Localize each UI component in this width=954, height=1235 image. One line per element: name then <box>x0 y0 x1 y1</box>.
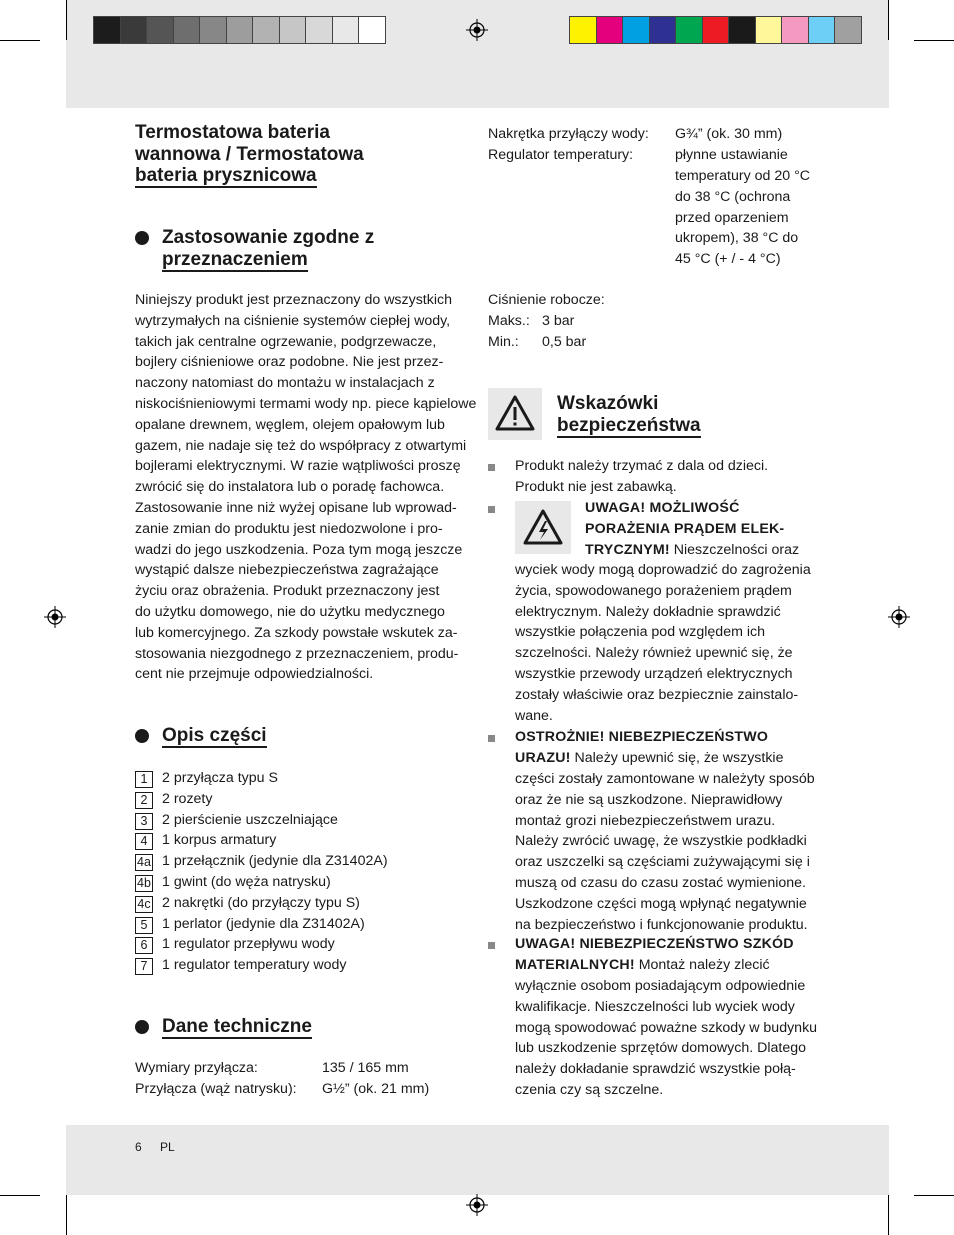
text-line: do 38 °C (ochrona <box>675 188 791 205</box>
tech-label: Regulator temperatury: <box>488 147 634 163</box>
tech-label: Przyłącza (wąż natrysku): <box>135 1081 297 1097</box>
text-line: naczony natomiast do montażu w instalacjach z <box>135 375 435 392</box>
text-line: zwrócić się do instalatora lub o poradę fachowca. <box>135 479 445 496</box>
text-line: wszystkie połączenia pod względem ich <box>515 624 765 641</box>
text-line: temperatury od 20 °C <box>675 168 811 184</box>
warning-bold-line: OSTROŻNIE! NIEBEZPIECZEŃSTWO <box>515 729 769 745</box>
warning-triangle-icon <box>488 388 542 440</box>
text-line: bojlerami elektrycznymi. W razie wątpliwości proszę <box>135 458 461 475</box>
part-number-badge: 1 <box>135 771 153 788</box>
part-number-badge: 6 <box>135 937 153 954</box>
pressure-min-value: 0,5 bar <box>542 334 587 350</box>
tech-label: Nakrętka przyłączy wody: <box>488 126 649 142</box>
color-swatch <box>147 17 173 43</box>
part-description: 1 perlator (jedynie dla Z31402A) <box>162 915 365 932</box>
language-code: PL <box>160 1140 175 1154</box>
part-number-badge: 4 <box>135 833 153 850</box>
tech-value: G½” (ok. 21 mm) <box>322 1081 430 1097</box>
color-swatch <box>570 17 596 43</box>
text-line: lub uszkodzenie sprzętów domowych. Dlatego <box>515 1040 806 1057</box>
heading-line: przeznaczeniem <box>162 248 308 270</box>
pressure-max-value: 3 bar <box>542 313 575 329</box>
text-line: cent nie przejmuje odpowiedzialności. <box>135 666 374 683</box>
crop-mark <box>66 0 67 40</box>
color-swatch <box>835 17 861 43</box>
part-number-badge: 3 <box>135 813 153 830</box>
text-line: wadzi do jego uszkodzenia. Poza tym mogą jeszcze <box>135 541 463 558</box>
tech-value: płynne ustawianie <box>675 147 788 163</box>
bullet-square-icon <box>488 942 495 949</box>
part-description: 1 gwint (do węża natrysku) <box>162 874 331 890</box>
heading-line: Zastosowanie zgodne z <box>162 227 375 248</box>
crop-mark <box>888 1195 889 1235</box>
text-line: Produkt należy trzymać z dala od dzieci. <box>515 458 769 474</box>
text-line: ukropem), 38 °C do <box>675 230 799 247</box>
crop-mark <box>914 1195 954 1196</box>
color-swatch <box>200 17 226 43</box>
text-line: wyciek wody mogą doprowadzić do zagrożenia <box>515 562 811 578</box>
text-line: elektrycznym. Należy dokładnie sprawdzić <box>515 603 781 620</box>
part-number-badge: 2 <box>135 792 153 809</box>
warning-bold-line: UWAGA! MOŻLIWOŚĆ <box>585 500 740 516</box>
color-swatch <box>703 17 729 43</box>
title-line: bateria prysznicowa <box>135 165 317 186</box>
warning-bold-line: URAZU! Należy upewnić się, że wszystkie <box>515 749 784 766</box>
text-line: oraz uszczelki są częściami zużywającymi się i <box>515 854 810 871</box>
crop-mark <box>0 1195 40 1196</box>
warning-bold-line: PORAŻENIA PRĄDEM ELEK- <box>585 520 785 537</box>
text-line: życia, spowodowanego porażeniem prądem <box>515 582 792 599</box>
warning-bold-line: MATERIALNYCH! Montaż należy zlecić <box>515 956 770 973</box>
part-number-badge: 4a <box>135 854 153 871</box>
safety-item-children <box>515 456 768 498</box>
bullet-dot-icon <box>135 1020 149 1034</box>
heading-line: Wskazówki <box>557 393 659 414</box>
temperature-range <box>675 166 810 270</box>
part-description: 2 nakrętki (do przyłączy typu S) <box>162 894 360 911</box>
text-line: wszystkie przewody urządzeń elektrycznych <box>515 665 793 682</box>
text-line: mogą spowodować poważne szkody w budynku <box>515 1019 818 1036</box>
color-swatch <box>121 17 147 43</box>
crop-mark <box>0 40 40 41</box>
text-line: należy dokładanie sprawdzić wszystkie połą- <box>515 1061 796 1078</box>
text-line: wane. <box>515 707 553 724</box>
text-line: Uszkodzone części mogą wpłynąć negatywnie <box>515 895 807 912</box>
part-number-badge: 5 <box>135 917 153 934</box>
safety-item-electric-body <box>515 560 835 726</box>
parts-heading: Opis części <box>162 725 267 746</box>
color-swatch <box>756 17 782 43</box>
text-line: montaż grozi niebezpieczeństwem urazu. <box>515 812 776 829</box>
tech-heading: Dane techniczne <box>162 1016 312 1037</box>
crop-mark <box>914 40 954 41</box>
text-line: szczelności. Należy również upewnić się, że <box>515 645 793 662</box>
safety-item-electric <box>585 498 835 560</box>
color-swatch <box>729 17 755 43</box>
part-number-badge: 4b <box>135 875 153 892</box>
title-line: Termostatowa bateria <box>135 122 330 143</box>
crop-mark <box>66 1195 67 1235</box>
text-line: przed oparzeniem <box>675 209 789 226</box>
electric-warning-box <box>515 501 571 554</box>
bullet-dot-icon <box>135 231 149 245</box>
text-line: zostały właściwie oraz bezpiecznie zainstalo- <box>515 686 799 703</box>
color-swatch <box>650 17 676 43</box>
text-line: części zostały zamontowane w należyty sposób <box>515 771 815 787</box>
text-line: oraz że nie są uszkodzone. Nieprawidłowy <box>515 791 783 808</box>
tech-value: 135 / 165 mm <box>322 1060 409 1076</box>
text-line: życiu oraz obrażenia. Produkt przeznaczony jest <box>135 583 440 600</box>
footer-band <box>66 1125 889 1195</box>
part-number-badge: 4c <box>135 896 153 913</box>
page-number: 6 <box>135 1140 142 1154</box>
registration-mark-icon <box>888 606 910 628</box>
text-line: czenia czy są szczelne. <box>515 1081 664 1098</box>
color-swatch <box>782 17 808 43</box>
text-line: kwalifikacje. Nieszczelności lub wyciek wody <box>515 998 795 1015</box>
color-swatch <box>94 17 120 43</box>
registration-mark-icon <box>44 606 66 628</box>
color-swatch <box>359 17 385 43</box>
usage-paragraph <box>135 290 480 685</box>
text-line: opalane drewnem, węglem, olejem opałowym lub <box>135 416 445 433</box>
pressure-label: Ciśnienie robocze: <box>488 292 605 308</box>
warning-bold-line: TRYCZNYM! Nieszczelności oraz <box>585 541 800 558</box>
text-line: Należy zwrócić uwagę, że wszystkie podkładki <box>515 833 807 850</box>
heading-line: bezpieczeństwa <box>557 414 701 436</box>
electric-shock-icon <box>515 501 571 554</box>
text-line: na bezpieczeństwo i funkcjonowanie produktu. <box>515 916 808 933</box>
bullet-square-icon <box>488 735 495 742</box>
part-description: 2 pierścienie uszczelniające <box>162 811 338 828</box>
color-swatch <box>174 17 200 43</box>
text-line: Niniejszy produkt jest przeznaczony do wszystkich <box>135 292 452 308</box>
text-line: niskociśnieniowymi termami wody np. piece kąpielowe <box>135 395 477 412</box>
safety-item-injury-body <box>515 769 835 935</box>
color-swatch <box>333 17 359 43</box>
part-description: 2 rozety <box>162 790 213 807</box>
safety-item-damage-body <box>515 976 835 1101</box>
color-swatch <box>623 17 649 43</box>
text-line: wystąpić dalsze niebezpieczeństwa zagrażające <box>135 562 439 579</box>
safety-heading <box>557 393 701 436</box>
text-line: bojlery ciśnieniowe oraz podobne. Nie jest przez- <box>135 354 444 371</box>
text-line: wytrzymałych na ciśnienie systemów ciepłej wody, <box>135 312 451 329</box>
text-line: Produkt nie jest zabawką. <box>515 478 677 495</box>
pressure-max-label: Maks.: <box>488 313 530 329</box>
text-line: takich jak centralne ogrzewanie, podgrzewacze, <box>135 333 437 350</box>
text-line: wyłącznie osobom posiadającym odpowiednie <box>515 978 806 994</box>
pressure-min-label: Min.: <box>488 334 519 350</box>
text-line: do użytku domowego, nie do użytku medycznego <box>135 603 445 620</box>
registration-mark-icon <box>466 1194 488 1216</box>
document-title <box>135 122 465 187</box>
color-swatch <box>306 17 332 43</box>
text-line: zanie zmian do produktu jest niedozwolone i pro- <box>135 520 443 537</box>
safety-item-damage <box>515 934 835 976</box>
text-line: 45 °C (+ / - 4 °C) <box>675 251 781 268</box>
text-line: Zastosowanie inne niż wyżej opisane lub wprowad- <box>135 499 457 516</box>
color-swatch <box>253 17 279 43</box>
bullet-square-icon <box>488 506 495 513</box>
part-number-badge: 7 <box>135 958 153 975</box>
part-description: 1 korpus armatury <box>162 832 277 849</box>
warning-icon-box <box>488 388 542 440</box>
text-line: gazem, nie nadaje się też do współpracy z otwartymi <box>135 437 467 454</box>
color-swatch <box>227 17 253 43</box>
part-description: 1 regulator przepływu wody <box>162 936 335 953</box>
tech-value: G¾” (ok. 30 mm) <box>675 126 783 142</box>
text-line: stosowania niezgodnego z przeznaczeniem, produ- <box>135 645 459 662</box>
title-line: wannowa / Termostatowa <box>135 143 364 165</box>
color-swatch <box>676 17 702 43</box>
bullet-dot-icon <box>135 729 149 743</box>
tech-label: Wymiary przyłącza: <box>135 1060 258 1076</box>
usage-heading <box>162 227 462 270</box>
text-line: muszą od czasu do czasu zostać wymienione. <box>515 874 806 891</box>
safety-item-injury <box>515 727 835 769</box>
color-swatch <box>597 17 623 43</box>
warning-bold-line: UWAGA! NIEBEZPIECZEŃSTWO SZKÓD <box>515 936 794 952</box>
registration-mark-icon <box>466 19 488 41</box>
color-swatch <box>280 17 306 43</box>
crop-mark <box>888 0 889 40</box>
part-description: 1 regulator temperatury wody <box>162 957 347 974</box>
part-description: 2 przyłącza typu S <box>162 770 278 786</box>
bullet-square-icon <box>488 464 495 471</box>
color-swatch <box>809 17 835 43</box>
part-description: 1 przełącznik (jedynie dla Z31402A) <box>162 853 388 870</box>
text-line: lub komercyjnego. Za szkody powstałe wskutek za- <box>135 624 458 641</box>
